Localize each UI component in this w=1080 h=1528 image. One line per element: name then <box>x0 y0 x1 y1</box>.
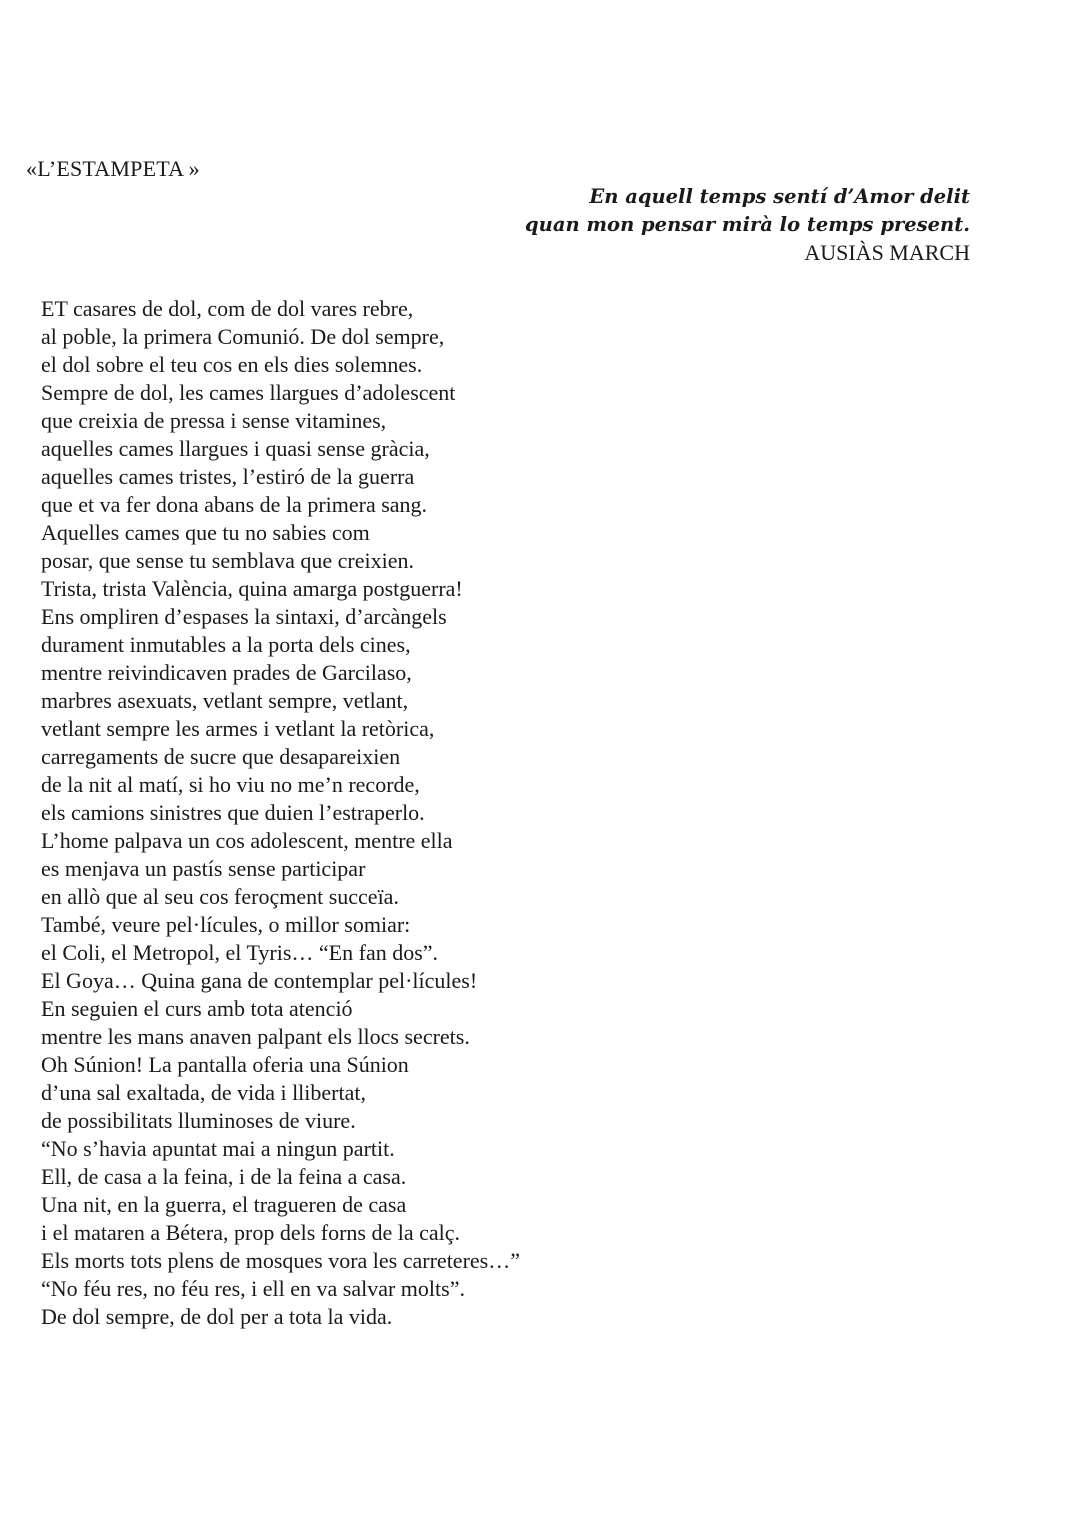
poem-line: “No féu res, no féu res, i ell en va salvar molts”. <box>41 1276 465 1301</box>
poem-line: aquelles cames tristes, l’estiró de la guerra <box>41 464 415 489</box>
poem-title: «L’ESTAMPETA » <box>26 156 200 181</box>
poem-line: Els morts tots plens de mosques vora les carreteres…” <box>41 1248 520 1273</box>
poem-line: durament inmutables a la porta dels cines, <box>41 632 411 657</box>
poem-line: Aquelles cames que tu no sabies com <box>41 520 370 545</box>
poem-line: els camions sinistres que duien l’estraperlo. <box>41 800 425 825</box>
poem-line: mentre les mans anaven palpant els llocs secrets. <box>41 1024 470 1049</box>
poem-line: També, veure pel·lícules, o millor somiar: <box>41 912 411 937</box>
epigraph <box>525 183 970 267</box>
poem-line: “No s’havia apuntat mai a ningun partit. <box>41 1136 395 1161</box>
poem-line: ET casares de dol, com de dol vares rebre, <box>41 296 414 321</box>
poem-line: carregaments de sucre que desapareixien <box>41 744 401 769</box>
poem-line: posar, que sense tu semblava que creixien. <box>41 548 414 573</box>
poem-line: mentre reivindicaven prades de Garcilaso, <box>41 660 412 685</box>
poem-line: Oh Súnion! La pantalla oferia una Súnion <box>41 1052 409 1077</box>
poem-line: de possibilitats lluminoses de viure. <box>41 1108 356 1133</box>
poem-line: Una nit, en la guerra, el tragueren de casa <box>41 1192 407 1217</box>
poem-line: en allò que al seu cos feroçment succeïa. <box>41 884 399 909</box>
epigraph-line: En aquell temps sentí d’Amor delit <box>589 185 970 208</box>
poem-line: d’una sal exaltada, de vida i llibertat, <box>41 1080 366 1105</box>
poem-line: En seguien el curs amb tota atenció <box>41 996 353 1021</box>
poem-line: Sempre de dol, les cames llargues d’adolescent <box>41 380 456 405</box>
poem-line: el dol sobre el teu cos en els dies solemnes. <box>41 352 423 377</box>
epigraph-author: AUSIÀS MARCH <box>804 240 970 265</box>
poem-line: que creixia de pressa i sense vitamines, <box>41 408 387 433</box>
poem-line: es menjava un pastís sense participar <box>41 856 366 881</box>
poem-line: al poble, la primera Comunió. De dol sempre, <box>41 324 445 349</box>
poem-line: que et va fer dona abans de la primera sang. <box>41 492 428 517</box>
poem-body <box>41 295 520 1331</box>
poem-line: El Goya… Quina gana de contemplar pel·lícules! <box>41 968 478 993</box>
poem-line: Ell, de casa a la feina, i de la feina a casa. <box>41 1164 407 1189</box>
poem-line: de la nit al matí, si ho viu no me’n recorde, <box>41 772 420 797</box>
poem-line: el Coli, el Metropol, el Tyris… “En fan dos”. <box>41 940 439 965</box>
poem-line: Trista, trista València, quina amarga postguerra! <box>41 576 463 601</box>
poem-line: De dol sempre, de dol per a tota la vida. <box>41 1304 393 1329</box>
poem-line: L’home palpava un cos adolescent, mentre ella <box>41 828 453 853</box>
poem-line: marbres asexuats, vetlant sempre, vetlant, <box>41 688 409 713</box>
poem-line: Ens ompliren d’espases la sintaxi, d’arcàngels <box>41 604 447 629</box>
poem-line: i el mataren a Bétera, prop dels forns de la calç. <box>41 1220 461 1245</box>
poem-line: aquelles cames llargues i quasi sense gràcia, <box>41 436 430 461</box>
epigraph-line: quan mon pensar mirà lo temps present. <box>525 213 970 236</box>
poem-line: vetlant sempre les armes i vetlant la retòrica, <box>41 716 435 741</box>
